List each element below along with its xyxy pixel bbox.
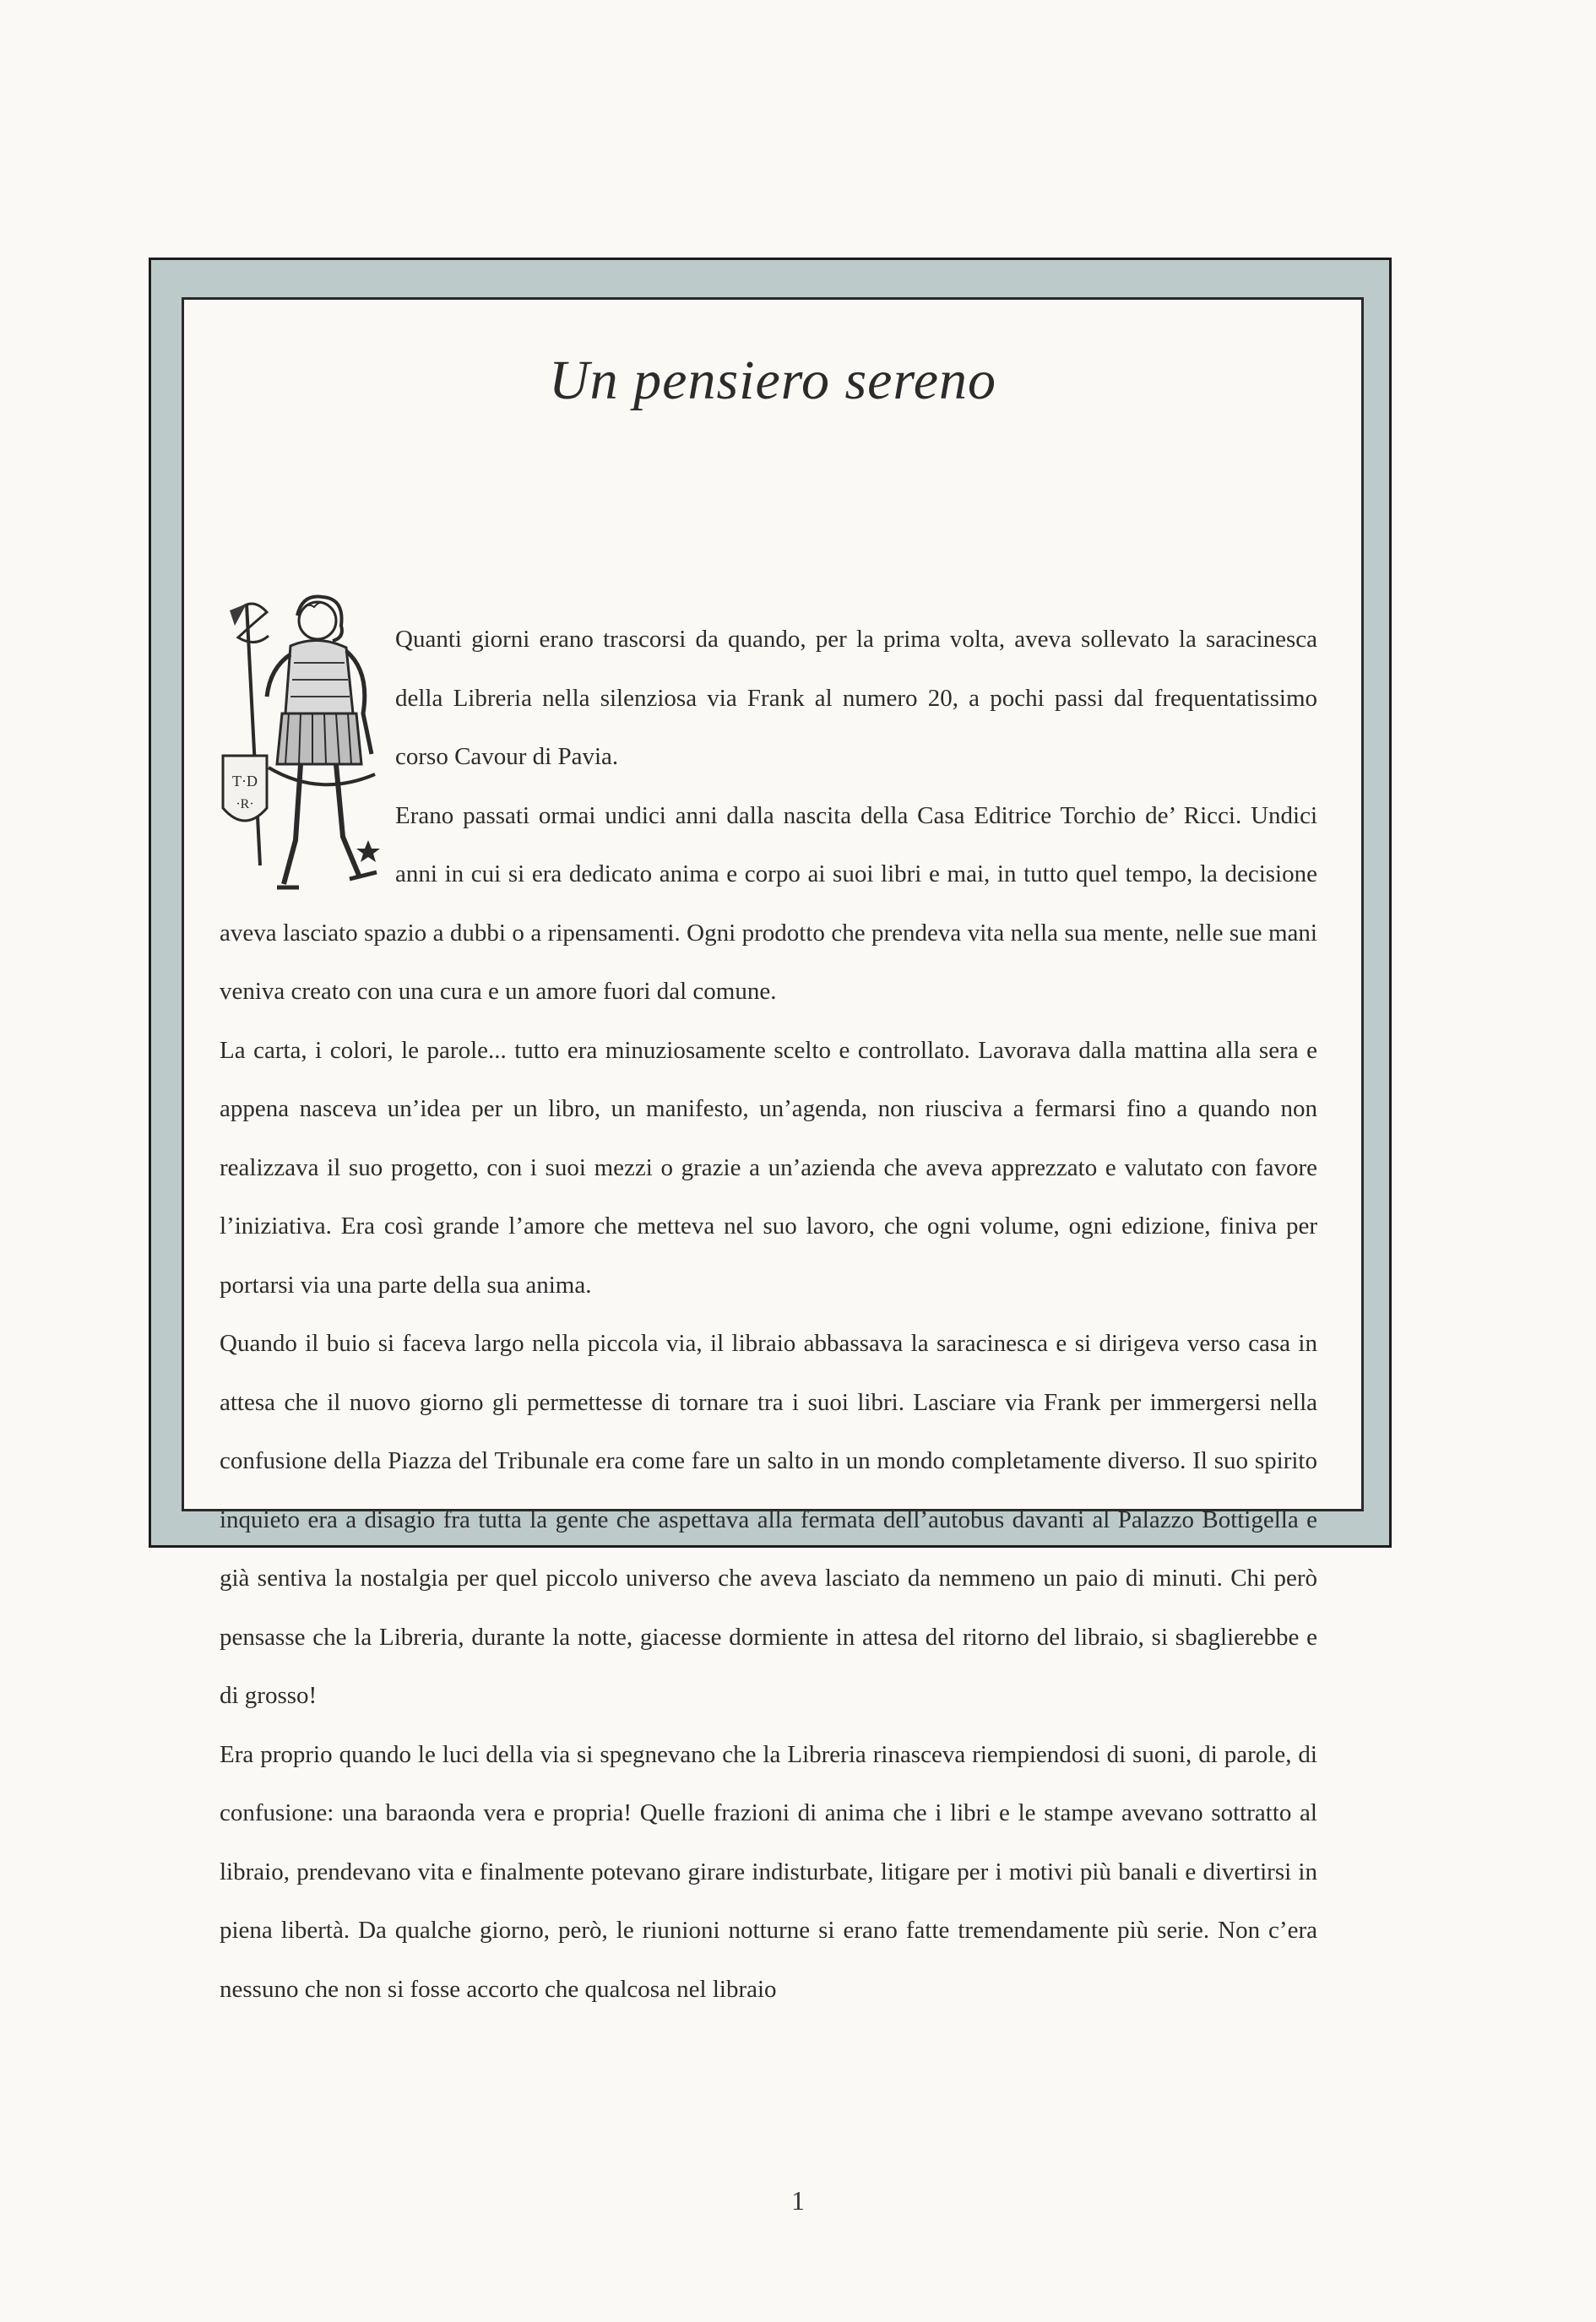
paragraph-5: Era proprio quando le luci della via si spegnevano che la Libreria rinasceva riempiendosi di suoni, di parole, di confusione: una baraonda vera e propria! Quelle frazioni di anima che i libri e le stampe avevano sottratto al libraio, prendevano vita e finalmente potevano girare indisturbate, litigare per i motivi più banali e divertirsi in piena libertà. Da qualche giorno, però, le riunioni notturne si erano fatte tremendamente più serie. Non c’era nessuno che non si fosse accorto che qualcosa nel libraio	[220, 1740, 1317, 2003]
paragraph-3: La carta, i colori, le parole... tutto era minuziosamente scelto e controllato. Lavorava dalla mattina alla sera e appena nasceva un’idea per un libro, un manifesto, un’agenda, non riusciva a fermarsi fino a quando non realizzava il suo progetto, con i suoi mezzi o grazie a un’azienda che aveva apprezzato e valutato con favore l’iniziativa. Era così grande l’amore che metteva nel suo lavoro, che ogni volume, ogni edizione, finiva per portarsi via una parte della sua anima.	[220, 1036, 1317, 1299]
page-border-frame	[149, 258, 1392, 2003]
emblem-monogram-top: T·D	[232, 773, 258, 789]
knight-emblem-illustration	[218, 587, 383, 899]
text-panel	[182, 297, 1364, 2003]
body-text	[220, 610, 1317, 2019]
paragraph-2: Erano passati ormai undici anni dalla nascita della Casa Editrice Torchio de’ Ricci. Undici anni in cui si era dedicato anima e corpo ai suoi libri e mai, in tutto quel tempo, la decisione aveva lasciato spazio a dubbi o a ripensamenti. Ogni prodotto che prendeva vita nella sua mente, nelle sue mani veniva creato con una cura e un amore fuori dal comune.	[220, 801, 1317, 1005]
paragraph-1: Quanti giorni erano trascorsi da quando, per la prima volta, aveva sollevato la saracinesca della Libreria nella silenziosa via Frank al numero 20, a pochi passi dal frequentatissimo corso Cavour di Pavia.	[395, 626, 1317, 770]
paragraph-4: Quando il buio si faceva largo nella piccola via, il libraio abbassava la saracinesca e si dirigeva verso casa in attesa che il nuovo giorno gli permettesse di tornare tra i suoi libri. Lasciare via Frank per immergersi nella confusione della Piazza del Tribunale era come fare un salto in un mondo completamente diverso. Il suo spirito inquieto era a disagio fra tutta la gente che aspettava alla fermata dell’autobus davanti al Palazzo Bottigella e già sentiva la nostalgia per quel piccolo universo che aveva lasciato da nemmeno un paio di minuti. Chi però pensasse che la Libreria, durante la notte, giacesse dormiente in attesa del ritorno del libraio, si sbaglierebbe e di grosso!	[220, 1330, 1317, 1709]
page-title: Un pensiero sereno	[548, 350, 996, 411]
emblem-monogram-bottom: ·R·	[236, 797, 254, 811]
page-number: 1	[791, 2185, 805, 2216]
